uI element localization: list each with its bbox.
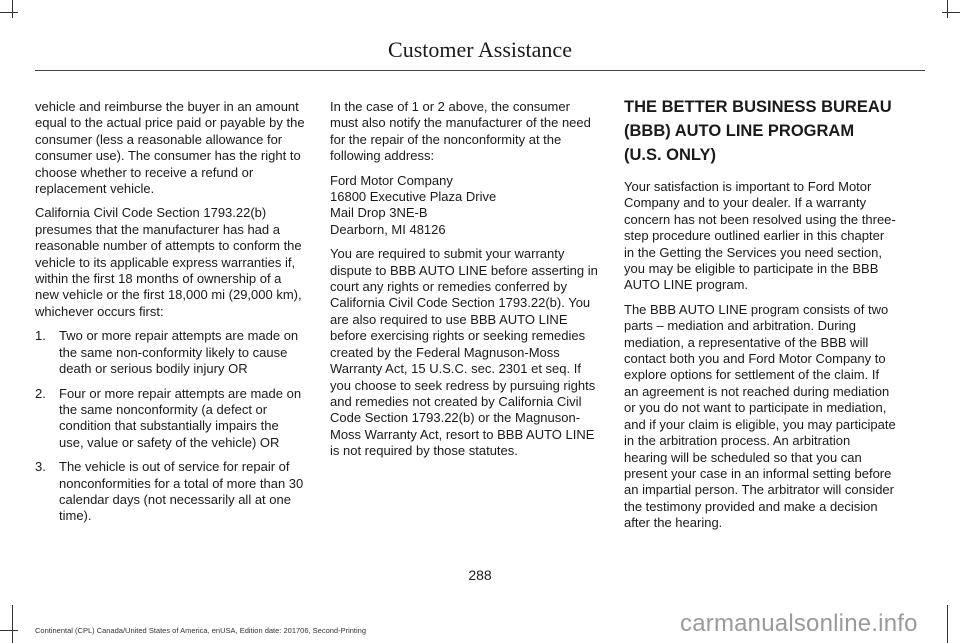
address-block [330, 173, 600, 239]
crop-mark [12, 605, 13, 643]
address-line: Dearborn, MI 48126 [330, 221, 446, 237]
paragraph: vehicle and reimburse the buyer in an amount equal to the actual price paid or payable by the consumer (less a reasonable allowance for consumer use). The consumer has the right to choose whether to receive a refund or replacement vehicle. [35, 99, 305, 197]
footer-text: Continental (CPL) Canada/United States of America, enUSA, Edition date: 201706, Second-Printing [35, 626, 367, 635]
header-divider [35, 70, 925, 71]
list-number: 2. [35, 385, 46, 401]
section-heading: THE BETTER BUSINESS BUREAU (BBB) AUTO LINE PROGRAM (U.S. ONLY) [624, 98, 892, 164]
paragraph: Your satisfaction is important to Ford Motor Company and to your dealer. If a warranty concern has not been resolved using the three-step procedure outlined earlier in this chapter in the Getting the Services you need section, you may be eligible to participate in the BBB AUTO LINE program. [624, 179, 896, 293]
crop-mark [942, 12, 960, 13]
column-3 [624, 95, 896, 540]
list-item [35, 459, 305, 525]
paragraph: You are required to submit your warranty dispute to BBB AUTO LINE before asserting in court any rights or remedies conferred by California Civil Code Section 1793.22(b). You are also required to use BBB AUTO LINE before exercising rights or seeking remedies created by the Federal Magnuson-Moss Warranty Act, 15 U.S.C. sec. 2301 et seq. If you choose to seek redress by pursuing rights and remedies not created by California Civil Code Section 1793.22(b) or the Magnuson-Moss Warranty Act, resort to BBB AUTO LINE is not required by those statutes. [330, 246, 598, 459]
list-item [35, 386, 305, 452]
crop-mark [0, 630, 18, 631]
list-number: 3. [35, 459, 46, 475]
crop-mark [947, 605, 948, 643]
paragraph: California Civil Code Section 1793.22(b) presumes that the manufacturer has had a reasonable number of attempts to conform the vehicle to its applicable express warranties if, within the first 18 months of ownership of a new vehicle or the first 18,000 mi (29,000 km), whichever occurs first: [35, 205, 302, 319]
page-number: 288 [468, 567, 492, 583]
address-line: 16800 Executive Plaza Drive [330, 189, 497, 205]
list-text: Two or more repair attempts are made on the same non-conformity likely to cause death or serious bodily injury OR [59, 328, 299, 377]
list-item [35, 328, 305, 377]
page-title: Customer Assistance [388, 37, 572, 62]
list-text: The vehicle is out of service for repair of nonconformities for a total of more than 30 calendar days (not necessarily all at one time). [59, 459, 304, 524]
list-text: Four or more repair attempts are made on the same nonconformity (a defect or condition that substantially impairs the use, value or safety of the vehicle) OR [59, 385, 302, 450]
crop-mark [0, 12, 18, 13]
paragraph: In the case of 1 or 2 above, the consumer must also notify the manufacturer of the need for the repair of the nonconformity at the following address: [330, 99, 591, 164]
crop-mark [12, 0, 13, 18]
paragraph: The BBB AUTO LINE program consists of two parts – mediation and arbitration. During mediation, a representative of the BBB will contact both you and Ford Motor Company to explore options for settlement of the claim. If an agreement is not reached during mediation or you do not want to participate in mediation, and if your claim is eligible, you may participate in the arbitration process. An arbitration hearing will be scheduled so that you can present your case in an informal setting before an impartial person. The arbitrator will consider the testimony provided and make a decision after the hearing. [624, 301, 896, 531]
watermark: carmanualsonline.info [680, 610, 918, 637]
column-1 [35, 99, 305, 533]
crop-mark [947, 0, 948, 18]
list-number: 1. [35, 328, 46, 344]
conditions-list [35, 328, 305, 524]
address-line: Mail Drop 3NE-B [330, 205, 428, 221]
column-2 [330, 99, 600, 468]
address-line: Ford Motor Company [330, 172, 453, 188]
